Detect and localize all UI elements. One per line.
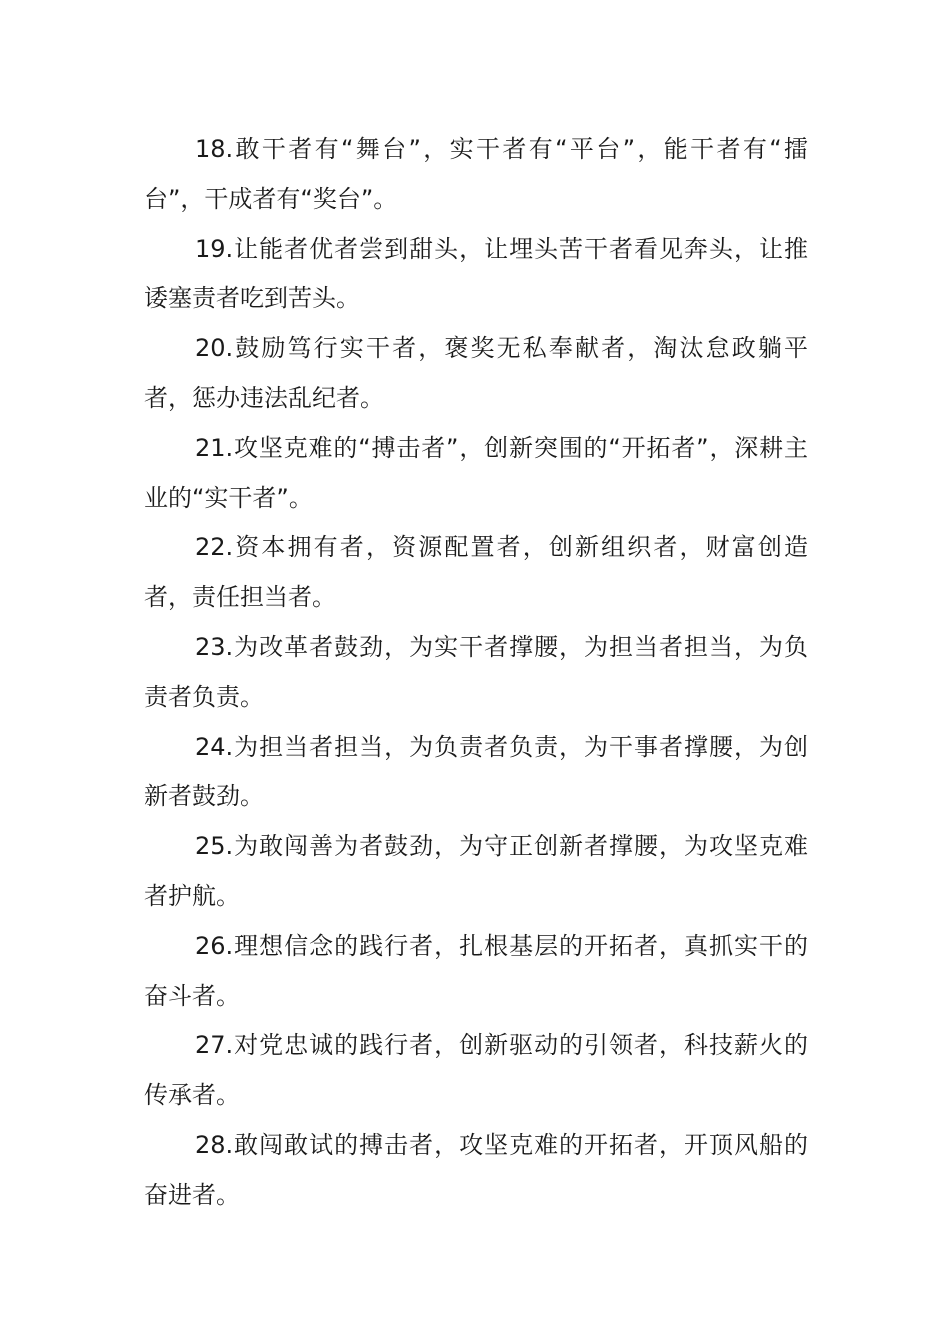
paragraph-25: 25.为敢闯善为者鼓劲，为守正创新者撑腰，为攻坚克难者护航。	[144, 832, 808, 910]
paragraph-24: 24.为担当者担当，为负责者负责，为干事者撑腰，为创新者鼓劲。	[144, 732, 808, 811]
document-body	[144, 125, 808, 1221]
paragraph-21: 21.攻坚克难的“搏击者”，创新突围的“开拓者”，深耕主业的“实干者”。	[144, 433, 808, 512]
paragraph-23: 23.为改革者鼓劲，为实干者撑腰，为担当者担当，为负责者负责。	[144, 632, 808, 711]
paragraph-22: 22.资本拥有者，资源配置者，创新组织者，财富创造者，责任担当者。	[144, 533, 808, 612]
paragraph-28: 28.敢闯敢试的搏击者，攻坚克难的开拓者，开顶风船的奋进者。	[144, 1130, 808, 1209]
paragraph-20: 20.鼓励笃行实干者，褒奖无私奉献者，淘汰怠政躺平者，惩办违法乱纪者。	[144, 334, 808, 412]
paragraph-27: 27.对党忠诚的践行者，创新驱动的引领者，科技薪火的传承者。	[144, 1031, 808, 1110]
paragraph-18: 18.敢干者有“舞台”，实干者有“平台”，能干者有“擂台”，干成者有“奖台”。	[144, 135, 808, 213]
paragraph-19: 19.让能者优者尝到甜头，让埋头苦干者看见奔头，让推诿塞责者吃到苦头。	[144, 234, 808, 313]
paragraph-26: 26.理想信念的践行者，扎根基层的开拓者，真抓实干的奋斗者。	[144, 931, 808, 1010]
